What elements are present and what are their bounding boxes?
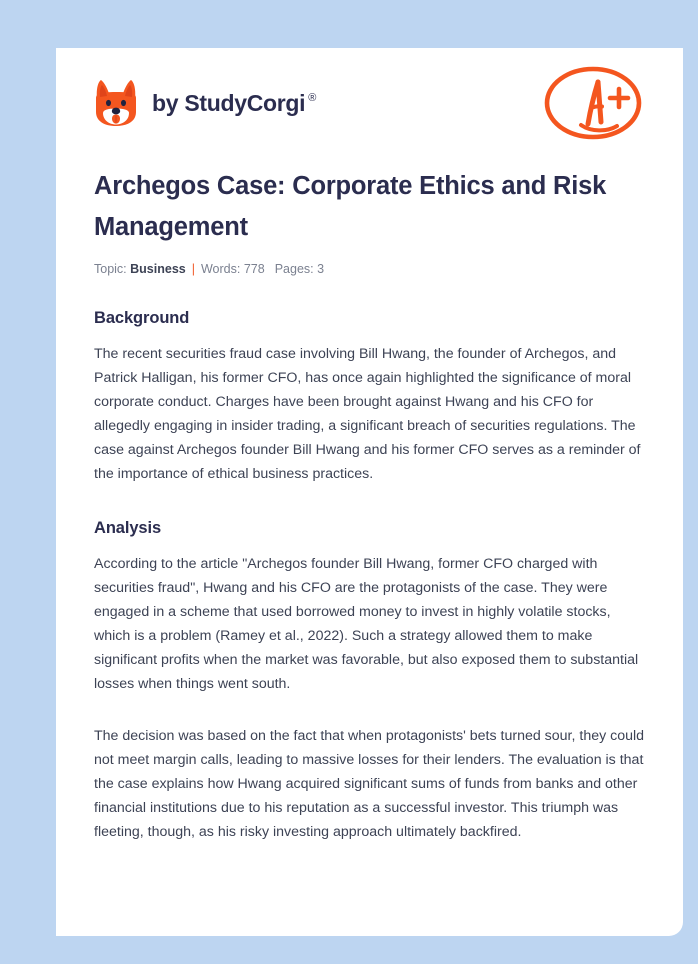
section-heading-analysis: Analysis [94,518,162,537]
document-sheet [56,48,683,936]
section-heading-background: Background [94,308,190,327]
meta-pages-label: Pages: [274,261,314,276]
meta-words-label: Words: [200,261,241,276]
meta-topic-value[interactable]: Business [130,261,186,276]
corgi-face-icon [94,79,138,127]
a-plus-circled-icon [541,62,645,144]
document-header [94,48,645,152]
document-body [94,309,645,874]
page-title: Archegos Case: Corporate Ethics and Risk Management [94,172,607,242]
meta-separator: | [191,261,195,276]
registered-trademark-icon: ® [308,91,317,104]
meta-words-value: 778 [243,261,265,276]
brand-wordmark [152,89,317,116]
document-meta [94,262,645,276]
brand-name: by StudyCorgi [152,89,306,116]
paragraph: According to the article "Archegos founder Bill Hwang, former CFO charged with securities fraud", Hwang and his CFO are the protagonists of the case. They were engaged in a scheme that used borrowed money to invest in highly volatile stocks, which is a problem (Ramey et al., 2022). Such a strategy allowed them to make significant profits when the market was favorable, but also exposed them to substantial losses when things went south. [94,555,639,692]
meta-pages-value: 3 [317,261,325,276]
paragraph: The recent securities fraud case involving Bill Hwang, the founder of Archegos, and Patrick Halligan, his former CFO, has once again highlighted the significance of moral corporate conduct. Charges have been brought against Hwang and his CFO for allegedly engaging in insider trading, a significant breach of securities regulations. The case against Archegos founder Bill Hwang and his former CFO serves as a reminder of the importance of ethical business practices. [94,345,641,482]
paragraph: The decision was based on the fact that when protagonists' bets turned sour, they could not meet margin calls, leading to massive losses for their lenders. The evaluation is that the case explains how Hwang acquired significant sums of funds from banks and other financial institutions due to his reputation as a successful investor. This triumph was fleeting, though, as his risky investing approach ultimately backfired. [94,727,645,840]
studycorgi-brand-lockup[interactable] [94,79,316,127]
meta-topic-label: Topic: [94,261,127,276]
